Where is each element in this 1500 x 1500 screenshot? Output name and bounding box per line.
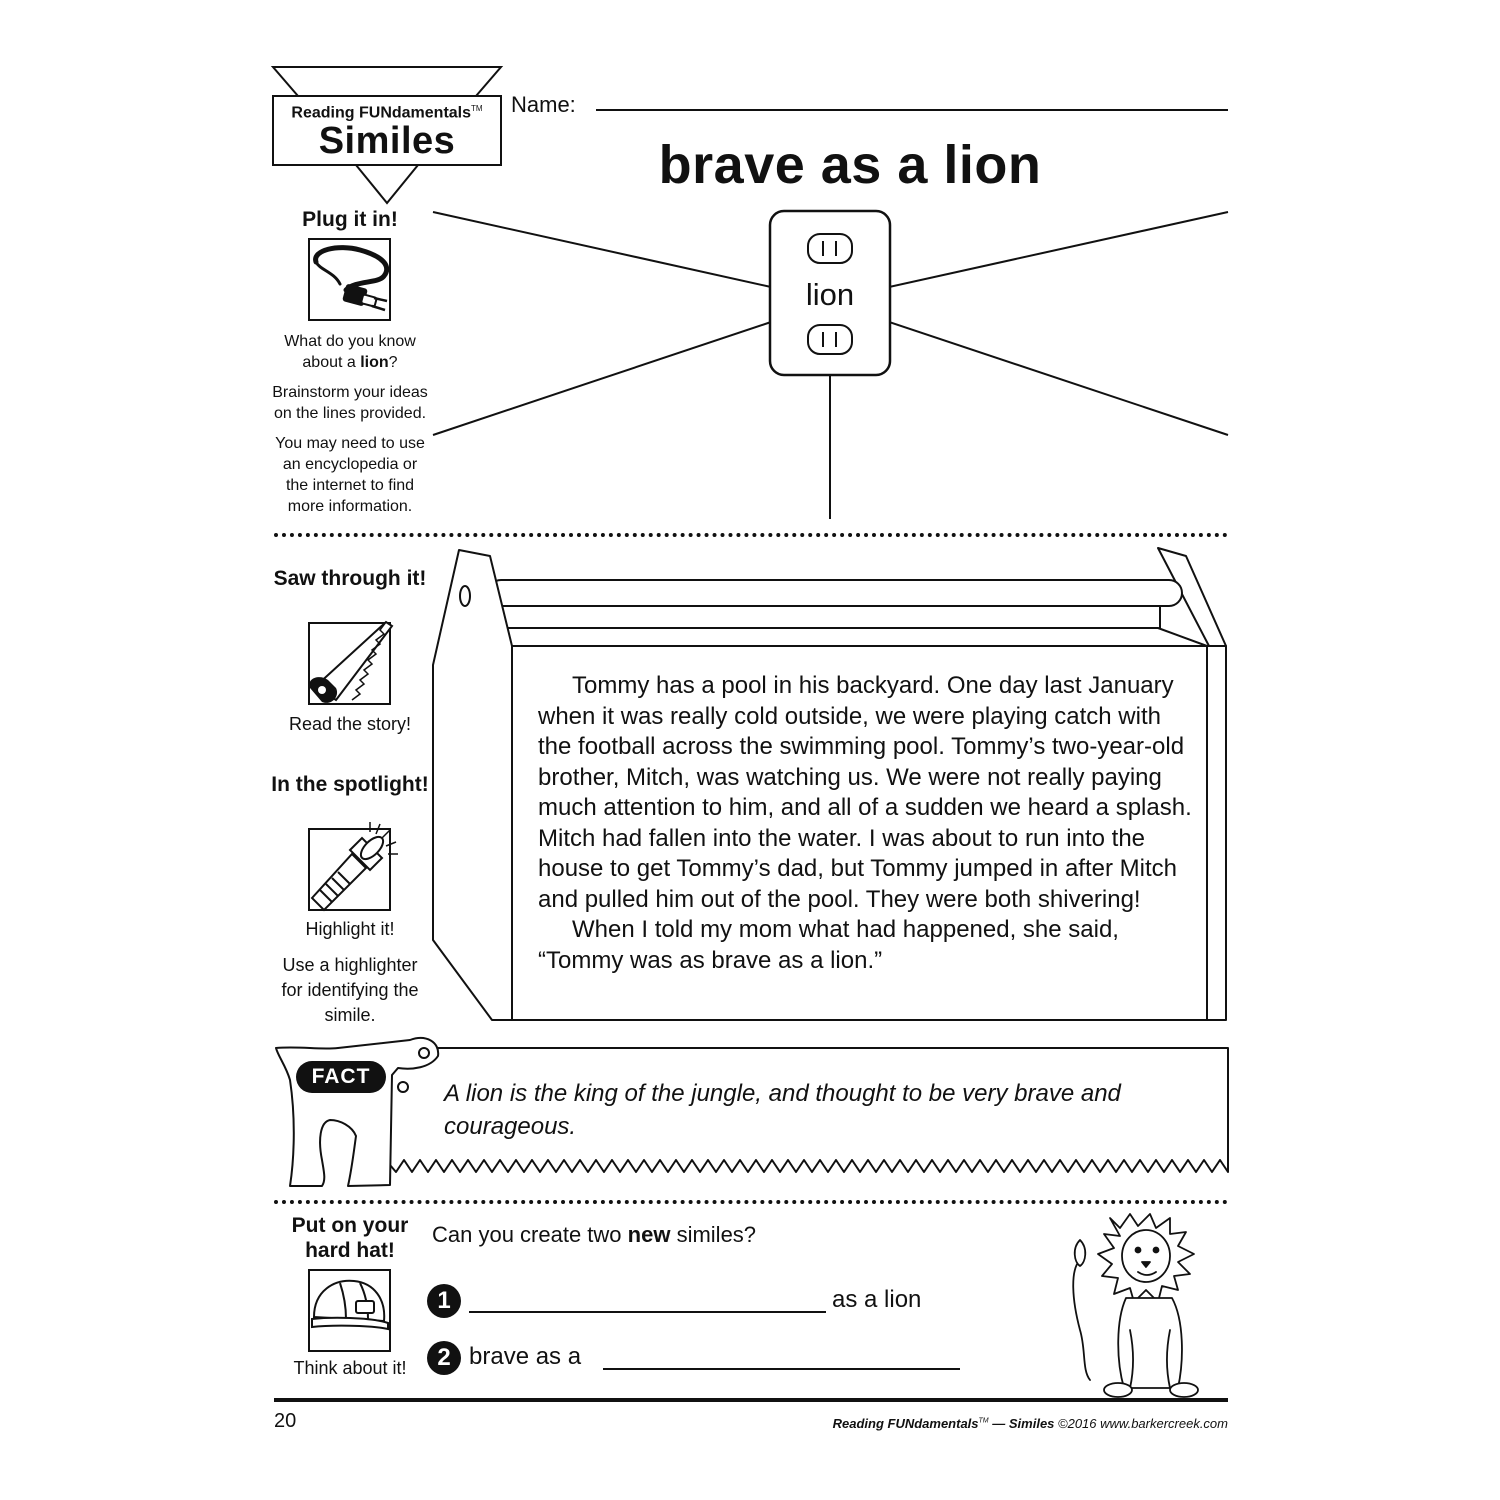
badge-series-label: Reading FUNdamentals (291, 104, 472, 122)
name-label: Name: (511, 92, 576, 117)
fact-text: A lion is the king of the jungle, and thought to be very brave and courageous. (444, 1080, 1121, 1140)
story-paragraph: When I told my mom what had happened, she said, “Tommy was as brave as a lion.” (538, 916, 1119, 974)
footer-rule (274, 1398, 1228, 1402)
answer-field-2[interactable] (603, 1368, 960, 1370)
answer-suffix: as a lion (832, 1286, 922, 1313)
answer-field-1[interactable] (469, 1311, 826, 1313)
plug-text-bold-word: lion (360, 354, 389, 371)
hardhat-picture-box (308, 1269, 391, 1352)
web-center-word: lion (805, 277, 855, 312)
trademark-mark: TM (471, 104, 483, 113)
page-title: brave as a lion (658, 135, 1042, 195)
footer-topic: Similes (1008, 1416, 1055, 1431)
question-bold-word: new (627, 1222, 671, 1247)
plug-heading: Plug it in! (302, 208, 398, 231)
plug-text-line1: What do you know (284, 333, 416, 350)
hardhat-text: Think about it! (293, 1358, 407, 1378)
saw-text: Read the story! (288, 714, 412, 734)
plug-text-line2-post: ? (388, 354, 398, 371)
hardhat-heading: Put on your hard hat! (291, 1214, 409, 1262)
spotlight-text1: Highlight it! (305, 919, 395, 939)
page-number: 20 (274, 1410, 297, 1432)
fact-label: FACT (311, 1065, 371, 1088)
spotlight-heading: In the spotlight! (271, 773, 429, 796)
plug-brainstorm-text: Brainstorm your ideas on the lines provided. (272, 384, 428, 422)
answer-number-badge: 2 (427, 1341, 461, 1375)
footer-trademark: TM (978, 1417, 989, 1425)
story-paragraph: Tommy has a pool in his backyard. One day last January when it was really cold outside, we were playing catch with the football across the swimming pool. Tommy’s two-year-old brother, Mitch, was watching us. We were not really paying much attention to him, and all of a sudden we heard a splash. Mitch had fallen into the water. I was about to run into the house to get Tommy’s dad, but Tommy jumped in after Mitch and pulled him out of the pool. They were both shivering! (538, 672, 1192, 913)
answer-number-badge: 1 (427, 1284, 461, 1318)
section-divider (274, 1200, 1228, 1204)
spotlight-text2: Use a highlighter for identifying the simile. (281, 955, 419, 1025)
question-text-pre: Can you create two (432, 1222, 628, 1247)
saw-heading: Saw through it! (273, 567, 427, 590)
footer-copyright: ©2016 www.barkercreek.com (1054, 1416, 1228, 1431)
answer-prefix: brave as a (469, 1343, 582, 1370)
badge-topic: Similes (318, 120, 456, 162)
footer-dash: — (988, 1416, 1009, 1431)
hard-hat-icon (310, 1271, 389, 1350)
question-text-post: similes? (670, 1222, 757, 1247)
plug-text-line2-pre: about a (302, 354, 361, 371)
similes-question (432, 1222, 756, 1248)
lion-icon (1060, 1210, 1220, 1400)
plug-research-text: You may need to use an encyclopedia or the internet to find more information. (275, 435, 425, 515)
footer-series: Reading FUNdamentals (832, 1416, 979, 1431)
footer-credit (700, 1416, 1228, 1431)
